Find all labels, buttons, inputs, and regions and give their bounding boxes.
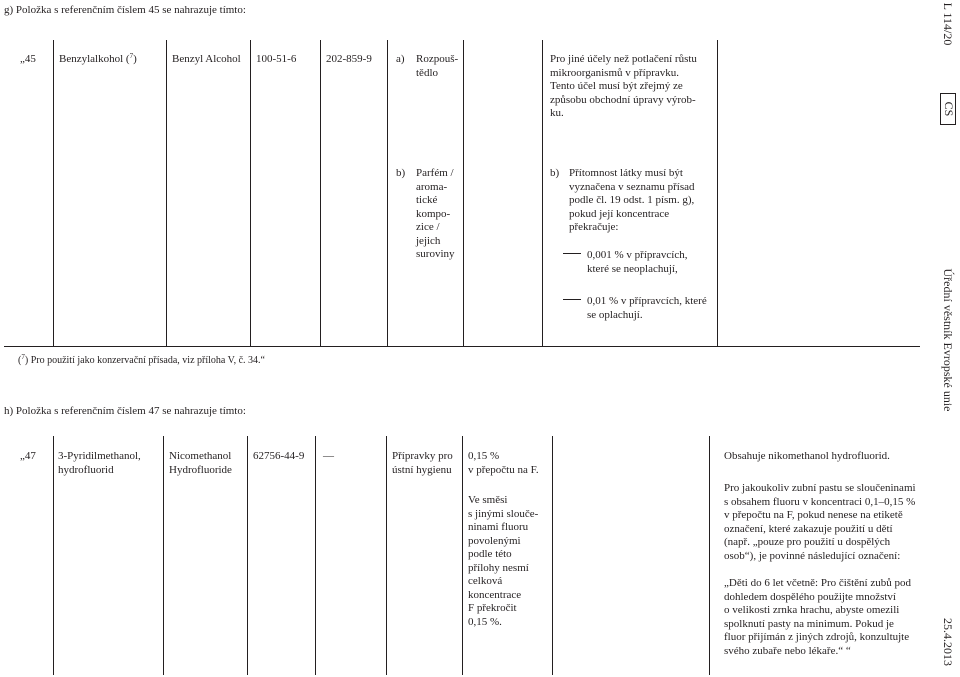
table2-rule <box>709 436 710 675</box>
table2-rule <box>462 436 463 675</box>
entry47-warning-paragraph: Pro jakoukoliv zubní pastu se sloučeninami s obsahem fluoru v koncentraci 0,1–0,15 % v přepočtu na F, pokud nenese na etiketě označení, které zakazuje použití u dětí (např. „pouze pro použití u dospělých osob“), je povinné následující označení: <box>724 482 916 562</box>
table1-rule <box>166 40 167 346</box>
entry47-cas-number: 62756-44-9 <box>253 450 305 462</box>
table1-rule <box>717 40 718 346</box>
table2-rule <box>552 436 553 675</box>
entry47-ec-number: — <box>323 450 334 462</box>
table2-rule <box>163 436 164 675</box>
publication-date: 25.4.2013 <box>941 618 955 666</box>
table2-rule <box>247 436 248 675</box>
footnote: ($^7$) Pro použití jako konzervační přísada, viz příloha V, č. 34.“ <box>18 353 265 366</box>
entry47-max-concentration: 0,15 % v přepočtu na F. <box>468 450 539 476</box>
language-code-box: CS <box>940 93 956 125</box>
section-h-heading: h) Položka s referenčním číslem 47 se nahrazuje tímto: <box>4 405 246 417</box>
entry45-row-b-letter: b) <box>396 167 406 179</box>
entry47-warning-label: Obsahuje nikomethanol hydrofluorid. <box>724 450 890 462</box>
section-g-heading: g) Položka s referenčním číslem 45 se nahrazuje tímto: <box>4 4 246 16</box>
entry45-row-a-product: Rozpouš- tědlo <box>416 53 459 79</box>
entry47-warning-quote: „Děti do 6 let včetně: Pro čištění zubů pod dohledem dospělého použijte množství o velikosti zrnka hrachu, abyste omezili spolknutí pasty na minimum. Pokud je fluor přijímán z jiných zdrojů, konzultujte svého zubaře nebo lékaře.“ “ <box>724 577 911 657</box>
table1-rule <box>320 40 321 346</box>
entry47-inn-name: Nicomethanol Hydrofluoride <box>169 450 232 476</box>
page-reference: L 114/20 <box>941 2 955 46</box>
entry45-dash-item: 0,001 % v přípravcích, které se neoplachují, <box>563 249 688 276</box>
entry45-row-b-cond-letter: b) <box>550 167 560 179</box>
entry45-cas-number: 100-51-6 <box>256 53 297 65</box>
table1-rule <box>542 40 543 346</box>
table1-rule <box>463 40 464 346</box>
entry47-chemical-name: 3-Pyridilmethanol, hydrofluorid <box>58 450 141 476</box>
table1-rule <box>250 40 251 346</box>
table1-rule <box>53 40 54 346</box>
entry45-ec-number: 202-859-9 <box>326 53 372 65</box>
entry47-other-limits: Ve směsi s jinými slouče- ninami fluoru povolenými podle této přílohy nesmí celková koncentrace F překročit 0,15 %. <box>468 494 539 628</box>
entry45-row-a-letter: a) <box>396 53 405 65</box>
journal-title: Úřední věstník Evropské unie <box>941 268 955 412</box>
em-dash-mark <box>563 299 581 300</box>
table2-rule <box>315 436 316 675</box>
table2-rule <box>386 436 387 675</box>
entry45-row-a-conditions: Pro jiné účely než potlačení růstu mikroorganismů v přípravku. Tento účel musí být zřejmý ze způsobu obchodní úpravy výrob- ku. <box>550 53 697 119</box>
entry45-chemical-name: Benzylalkohol ($^7$) <box>59 52 137 65</box>
entry47-ref: „47 <box>20 450 36 462</box>
entry45-ref: „45 <box>20 53 36 65</box>
table1-bottom-rule <box>4 346 920 347</box>
em-dash-mark <box>563 253 581 254</box>
table1-rule <box>387 40 388 346</box>
table2-rule <box>53 436 54 675</box>
entry45-dash-item: 0,01 % v přípravcích, které se oplachují. <box>563 295 707 322</box>
entry45-row-b-product: Parfém / aroma- tické kompo- zice / jejich suroviny <box>416 167 455 260</box>
entry47-product-type: Přípravky pro ústní hygienu <box>392 450 453 476</box>
entry45-row-b-conditions: Přítomnost látky musí být vyznačena v seznamu přísad podle čl. 19 odst. 1 písm. g), pokud její koncentrace překračuje: <box>569 167 695 233</box>
entry45-inn-name: Benzyl Alcohol <box>172 53 241 65</box>
